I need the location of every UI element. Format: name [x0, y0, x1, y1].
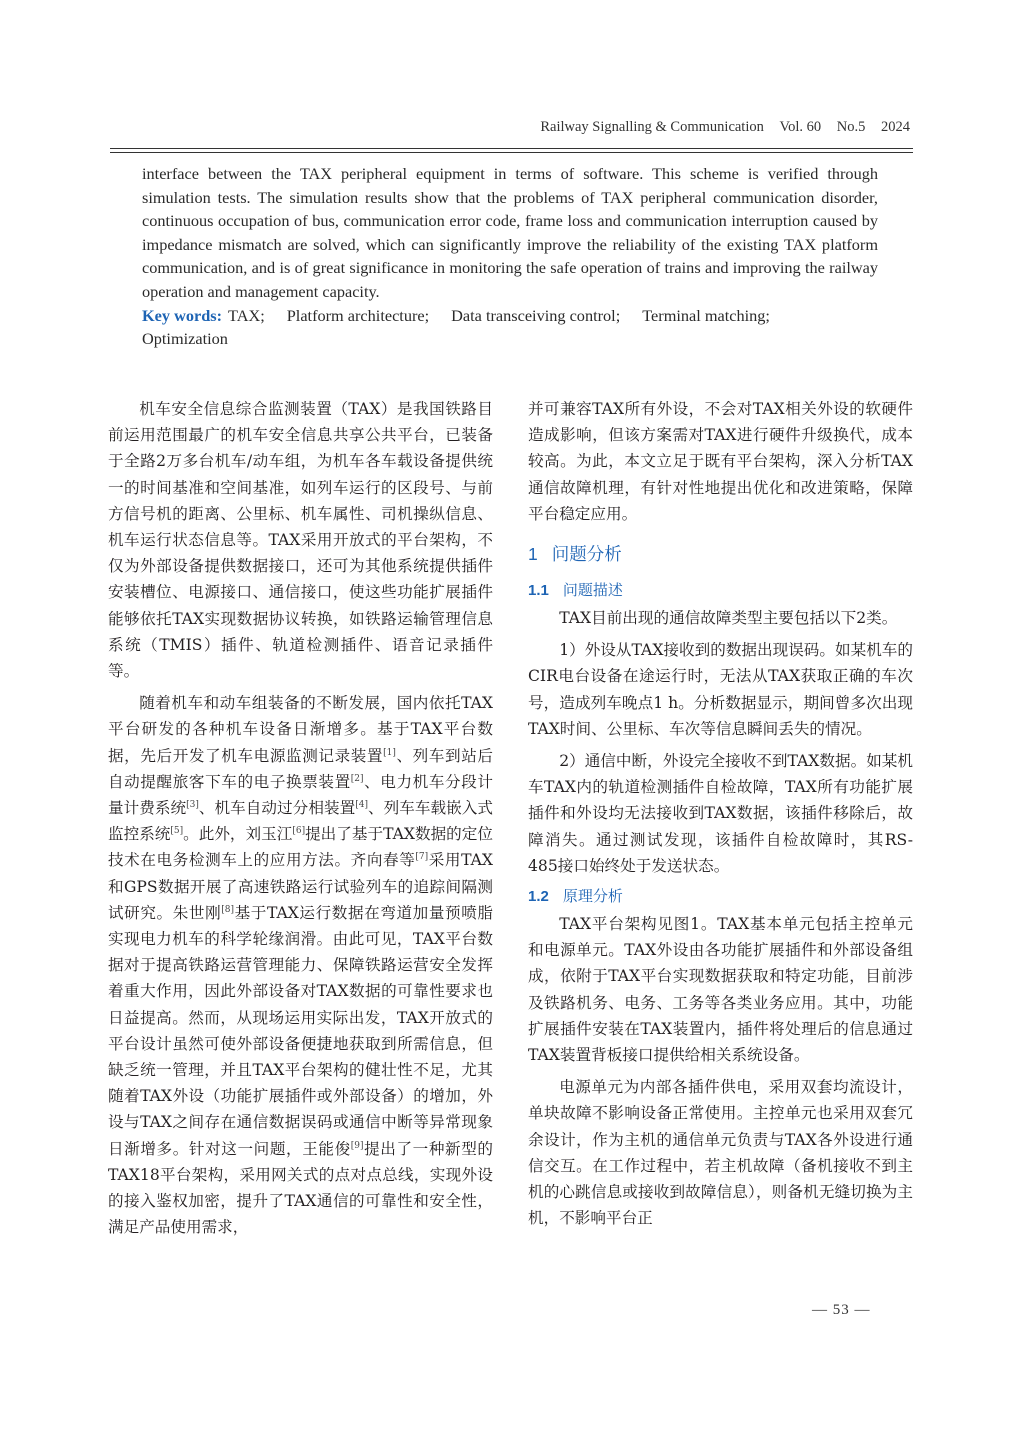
subsection-number: 1.2	[528, 888, 549, 906]
citation-ref[interactable]: [6]	[292, 826, 306, 837]
section-title: 问题分析	[551, 544, 622, 565]
keyword-item: Optimization	[142, 329, 228, 349]
citation-ref[interactable]: [8]	[221, 904, 234, 915]
keyword-item: Data transceiving control;	[451, 305, 621, 325]
section-number: 1	[528, 544, 538, 565]
subsection-heading	[528, 579, 913, 603]
year: 2024	[881, 119, 910, 135]
subsection-number: 1.1	[528, 582, 549, 600]
header-rule-top	[110, 148, 913, 149]
paragraph: 随着机车和动车组装备的不断发展，国内依托TAX平台研发的各种机车设备日渐增多。基于TAX平台数据，先后开发了机车电源监测记录装置[1]、列车到站后自动提醒旅客下车的电子换票装置[2]、电力机车分段计量计费系统[3]、机车自动过分相装置[4]、列车车载嵌入式监控系统[5]。此外，刘玉江[6]提出了基于TAX数据的定位技术在电务检测车上的应用方法。齐向春等[7]采用TAX和GPS数据开展了高速铁路运行试验列车的追踪间隔测试研究。朱世刚[8]基于TAX运行数据在弯道加量预喷脂实现电力机车的科学轮缘润滑。由此可见，TAX平台数据对于提高铁路运营管理能力、保障铁路运营安全发挥着重大作用，因此外部设备对TAX数据的可靠性要求也日益提高。然而，从现场运用实际出发，TAX开放式的平台设计虽然可使外部设备便捷地获取到所需信息，但缺乏统一管理，并且TAX平台架构的健壮性不足，尤其随着TAX外设（功能扩展插件或外部设备）的增加，外设与TAX之间存在通信数据误码或通信中断等异常现象日渐增多。针对这一问题，王能俊[9]提出了一种新型的TAX18平台架构，采用网关式的点对点总线，实现外设的接入鉴权加密，提升了TAX通信的可靠性和安全性，满足产品使用需求，	[108, 694, 493, 1237]
journal-name: Railway Signalling & Communication	[540, 119, 764, 135]
citation-ref[interactable]: [2]	[350, 773, 364, 784]
citation-ref[interactable]: [3]	[186, 800, 199, 811]
keywords-label: Key words:	[142, 305, 223, 325]
right-column	[528, 396, 913, 1237]
paragraph: TAX目前出现的通信故障类型主要包括以下2类。	[559, 609, 898, 628]
section-heading	[528, 541, 913, 567]
keyword-item: TAX;	[228, 305, 265, 325]
abstract-text: interface between the TAX peripheral equipment in terms of software. This scheme is verified through simulation tests. The simulation results show that the problems of TAX peripheral communication disorder, continuous occupation of bus, communication error code, frame loss and communication interruption caused by impedance mismatch are solved, which can significantly improve the reliability of the existing TAX platform communication, and is of great significance in monitoring the safe operation of trains and improving the railway operation and management capacity.	[142, 164, 878, 301]
keywords-line	[142, 304, 878, 328]
citation-ref[interactable]: [1]	[383, 747, 396, 758]
english-abstract	[142, 162, 878, 351]
issue-number: No.5	[836, 119, 866, 135]
paragraph: 1）外设从TAX接收到的数据出现误码。如某机车的CIR电台设备在途运行时，无法从TAX获取正确的车次号，造成列车晚点1 h。分析数据显示，期间曾多次出现TAX时间、公里标、车次等信息瞬间丢失的情况。	[528, 641, 913, 738]
citation-ref[interactable]: [4]	[355, 800, 368, 811]
header-rule-bottom	[110, 152, 913, 153]
paragraph: 2）通信中断，外设完全接收不到TAX数据。如某机车TAX内的轨道检测插件自检故障，TAX所有功能扩展插件和外设均无法接收到TAX数据，该插件移除后，故障消失。通过测试发现，该插件自检故障时，其RS-485接口始终处于发送状态。	[528, 752, 913, 875]
paragraph: 并可兼容TAX所有外设，不会对TAX相关外设的软硬件造成影响，但该方案需对TAX进行硬件升级换代，成本较高。为此，本文立足于既有平台架构，深入分析TAX通信故障机理，有针对性地提出优化和改进策略，保障平台稳定应用。	[528, 400, 913, 523]
subsection-title: 原理分析	[562, 888, 623, 906]
citation-ref[interactable]: [5]	[170, 826, 184, 837]
subsection-title: 问题描述	[562, 582, 623, 600]
paragraph: TAX平台架构见图1。TAX基本单元包括主控单元和电源单元。TAX外设由各功能扩展插件和外部设备组成，依附于TAX平台实现数据获取和特定功能，目前涉及铁路机务、电务、工务等各类业务应用。其中，功能扩展插件安装在TAX装置内，插件将处理后的信息通过TAX装置背板接口提供给相关系统设备。	[528, 915, 913, 1065]
paragraph: 电源单元为内部各插件供电，采用双套均流设计，单块故障不影响设备正常使用。主控单元也采用双套冗余设计，作为主机的通信单元负责与TAX各外设进行通信交互。在工作过程中，若主机故障（备机接收不到主机的心跳信息或接收到故障信息），则备机无缝切换为主机，不影响平台正	[528, 1078, 913, 1228]
subsection-heading	[528, 885, 913, 909]
keyword-item: Platform architecture;	[286, 305, 430, 325]
left-column	[108, 396, 493, 1247]
citation-ref[interactable]: [9]	[350, 1140, 364, 1151]
running-header	[110, 119, 910, 136]
volume: Vol. 60	[779, 119, 822, 135]
keyword-item: Terminal matching;	[642, 305, 770, 325]
paragraph: 机车安全信息综合监测装置（TAX）是我国铁路目前运用范围最广的机车安全信息共享公共平台，已装备于全路2万多台机车/动车组，为机车各车载设备提供统一的时间基准和空间基准，如列车运行的区段号、与前方信号机的距离、公里标、机车属性、司机操纵信息、机车运行状态信息等。TAX采用开放式的平台架构，不仅为外部设备提供数据接口，还可为其他系统提供插件安装槽位、电源接口、通信接口，使这些功能扩展插件能够依托TAX实现数据协议转换，如铁路运输管理信息系统（TMIS）插件、轨道检测插件、语音记录插件等。	[108, 400, 493, 681]
citation-ref[interactable]: [7]	[415, 852, 429, 863]
page-number: — 53 —	[812, 1302, 871, 1318]
